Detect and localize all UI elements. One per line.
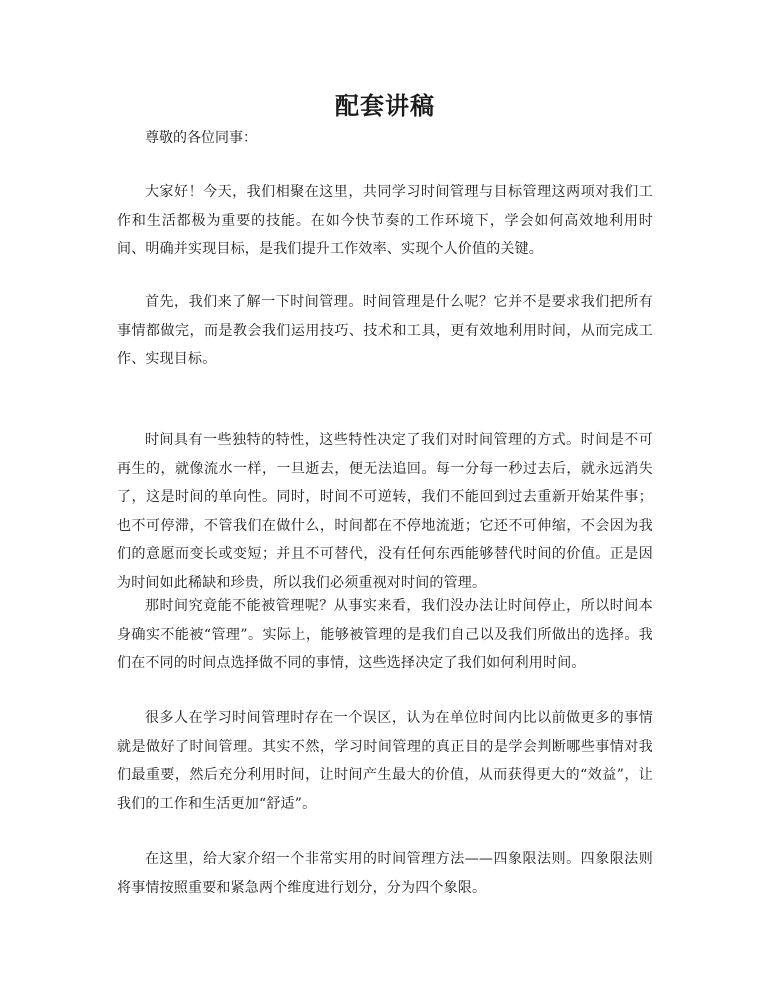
paragraph-3: 时间具有一些独特的特性，这些特性决定了我们对时间管理的方式。时间是不可再生的，就像流水一样，一旦逝去，便无法追回。每一分每一秒过去后，就永远消失了，这是时间的单向性。同时，时间不可逆转，我们不能回到过去重新开始某件事；也不可停滞，不管我们在做什么，时间都在不停地流逝；它还不可伸缩，不会因为我们的意愿而变长或变短；并且不可替代，没有任何东西能够替代时间的价值。正是因为时间如此稀缺和珍贵，所以我们必须重视对时间的管理。 bbox=[117, 432, 653, 591]
page-title: 配套讲稿 bbox=[335, 91, 435, 120]
paragraph-6: 在这里，给大家介绍一个非常实用的时间管理方法——四象限法则。四象限法则将事情按照重要和紧急两个维度进行划分，分为四个象限。 bbox=[117, 851, 653, 896]
paragraph-2: 首先，我们来了解一下时间管理。时间管理是什么呢？它并不是要求我们把所有事情都做完，而是教会我们运用技巧、技术和工具，更有效地利用时间，从而完成工作、实现目标。 bbox=[117, 294, 653, 367]
paragraph-5: 很多人在学习时间管理时存在一个误区，认为在单位时间内比以前做更多的事情就是做好了时间管理。其实不然，学习时间管理的真正目的是学会判断哪些事情对我们最重要，然后充分利用时间，让时间产生最大的价值，从而获得更大的“效益”，让我们的工作和生活更加“舒适”。 bbox=[117, 710, 653, 812]
salutation: 尊敬的各位同事： bbox=[145, 130, 257, 146]
paragraph-4: 那时间究竟能不能被管理呢？从事实来看，我们没办法让时间停止，所以时间本身确实不能被“管理”。实际上，能够被管理的是我们自己以及我们所做出的选择。我们在不同的时间点选择做不同的事情，这些选择决定了我们如何利用时间。 bbox=[117, 598, 653, 671]
paragraph-1: 大家好！今天，我们相聚在这里，共同学习时间管理与目标管理这两项对我们工作和生活都极为重要的技能。在如今快节奏的工作环境下，学会如何高效地利用时间、明确并实现目标，是我们提升工作效率、实现个人价值的关键。 bbox=[117, 184, 653, 257]
